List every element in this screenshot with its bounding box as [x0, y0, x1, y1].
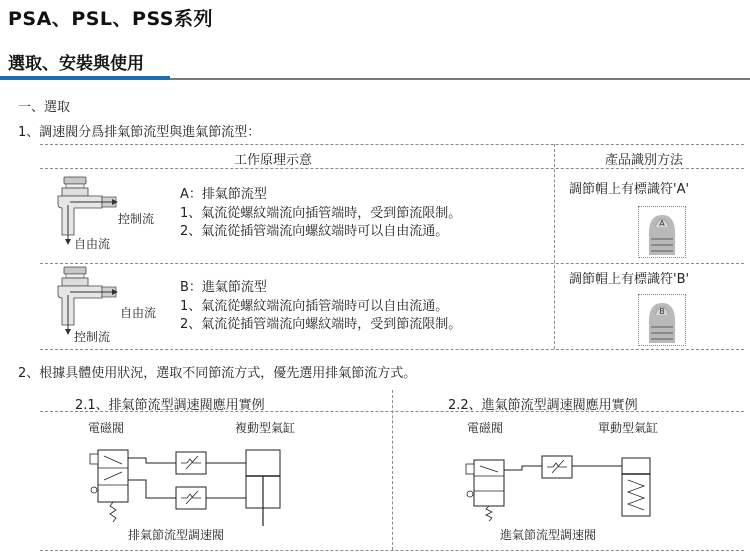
- selection-item-1: 1、調速閥分爲排氣節流型與進氣節流型：: [18, 125, 261, 140]
- example-1-caption: 排氣節流型調速閥: [128, 528, 225, 542]
- exhaust-throttle-circuit-icon: [86, 436, 296, 526]
- table-header-principle: 工作原理示意: [234, 153, 313, 168]
- row-b-line-2: 2、氣流從插管端流向螺紋端時，受到節流限制。: [180, 317, 462, 332]
- row-b-identify: 調節帽上有標識符'B': [569, 272, 690, 287]
- table-rule-bottom: [40, 349, 744, 350]
- row-a-line-2: 2、氣流從插管端流向螺紋端時可以自由流通。: [180, 224, 449, 239]
- intake-throttle-circuit-icon: [462, 436, 662, 526]
- table-col-divider: [554, 144, 555, 349]
- label-controlled-flow: 控制流: [118, 212, 155, 226]
- selection-heading: 一、選取: [18, 100, 71, 115]
- label-free-flow: 自由流: [74, 237, 111, 251]
- elbow-fitting-b-icon: [52, 265, 124, 337]
- valve-cap-a-icon: [639, 207, 685, 257]
- example-2-heading: 2.2、進氣節流型調速閥應用實例: [448, 398, 638, 413]
- example-2-actuator-label: 單動型氣缸: [598, 421, 659, 435]
- example-2-solenoid-label: 電磁閥: [467, 421, 504, 435]
- example-1-heading: 2.1、排氣節流型調速閥應用實例: [75, 398, 265, 413]
- table-rule-mid: [40, 263, 744, 264]
- table-rule-top: [40, 144, 744, 145]
- selection-item-2: 2、根據具體使用狀況，選取不同節流方式，優先選用排氣節流方式。: [18, 366, 417, 381]
- label-free-flow: 自由流: [120, 306, 157, 320]
- examples-rule-bottom: [40, 550, 744, 551]
- table-rule-header: [40, 168, 744, 169]
- svg-text:B: B: [659, 307, 665, 316]
- valve-cap-a-photo: [638, 206, 686, 258]
- svg-text:A: A: [659, 219, 665, 228]
- label-controlled-flow: 控制流: [74, 330, 111, 344]
- examples-col-divider: [392, 390, 393, 550]
- valve-cap-b-icon: [639, 295, 685, 345]
- row-a-line-1: 1、氣流從螺紋端流向插管端時，受到節流限制。: [180, 206, 462, 221]
- row-a-identify: 調節帽上有標識符'A': [569, 182, 690, 197]
- table-header-identify: 產品識別方法: [605, 153, 684, 168]
- example-1-actuator-label: 複動型氣缸: [235, 421, 296, 435]
- section-accent-bar: [0, 76, 170, 80]
- example-1-solenoid-label: 電磁閥: [88, 421, 125, 435]
- example-2-caption: 進氣節流型調速閥: [500, 528, 597, 542]
- section-title: 選取、安裝與使用: [8, 54, 144, 74]
- row-b-type: B：進氣節流型: [180, 280, 267, 295]
- row-a-type: A：排氣節流型: [180, 187, 267, 202]
- section-rule: [170, 78, 750, 80]
- row-b-line-1: 1、氣流從螺紋端流向插管端時可以自由流通。: [180, 299, 449, 314]
- valve-cap-b-photo: [638, 294, 686, 346]
- series-title: PSA、PSL、PSS系列: [8, 8, 213, 30]
